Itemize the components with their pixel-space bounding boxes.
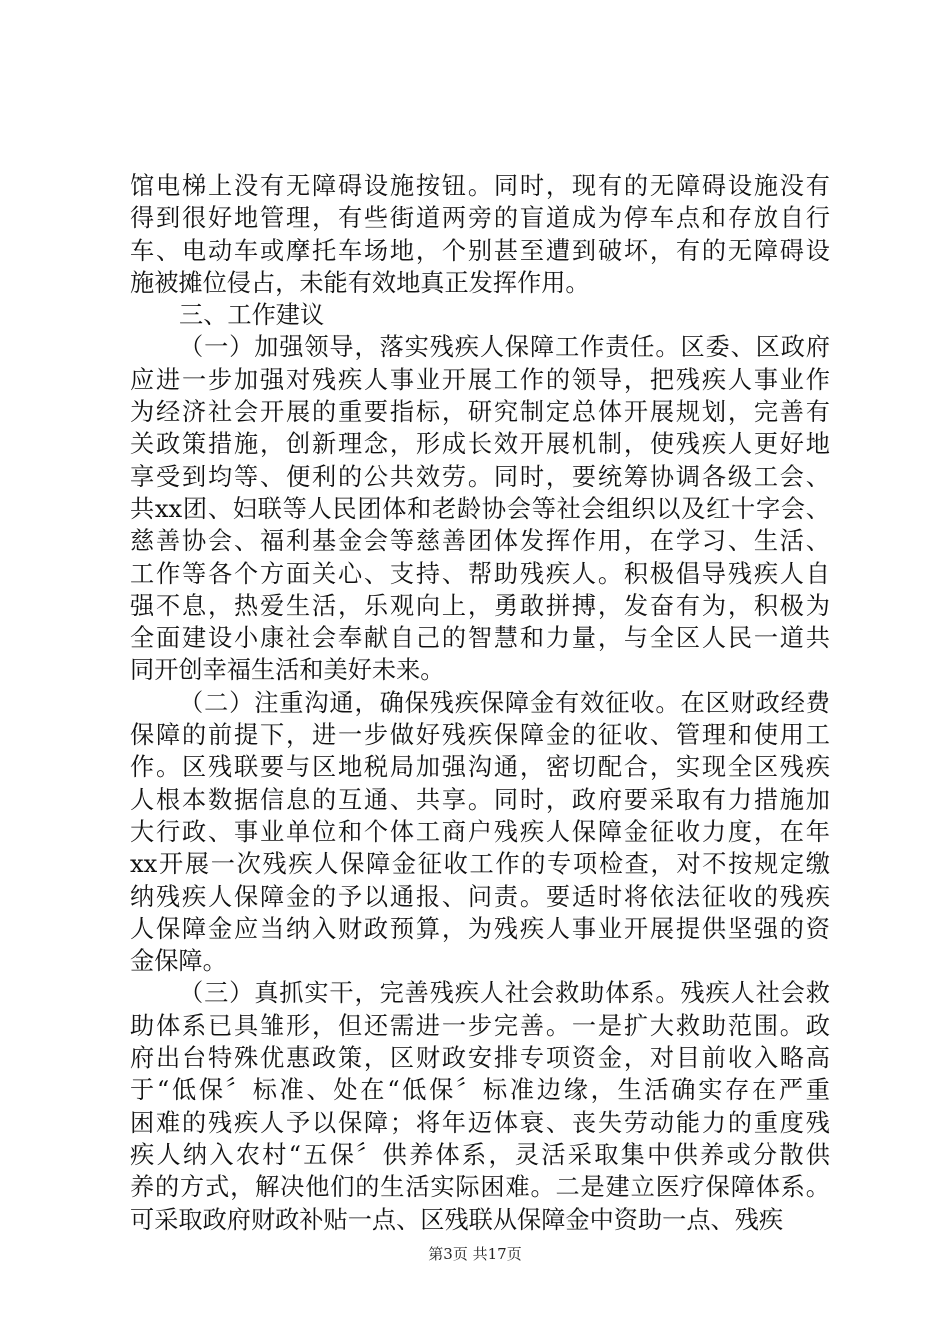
- text-line: xx开展一次残疾人保障金征收工作的专项检查，对不按规定缴: [130, 850, 830, 879]
- text-line: 关政策措施，创新理念，形成长效开展机制，使残疾人更好地: [130, 430, 830, 459]
- text-line: 强不息，热爱生活，乐观向上，勇敢拼搏，发奋有为，积极为: [130, 591, 830, 620]
- text-line: 金保障。: [130, 947, 227, 976]
- text-line: 疾人纳入农村“五保〞供养体系，灵活采取集中供养或分散供: [130, 1140, 830, 1169]
- text-line: 工作等各个方面关心、支持、帮助残疾人。积极倡导残疾人自: [130, 559, 830, 588]
- page-footer: 第3页 共17页: [428, 1245, 522, 1263]
- text-line: 纳残疾人保障金的予以通报、问责。要适时将依法征收的残疾: [130, 882, 830, 911]
- text-line: （二）注重沟通，确保残疾保障金有效征收。在区财政经费: [179, 688, 830, 717]
- text-line: 人保障金应当纳入财政预算，为残疾人事业开展提供坚强的资: [130, 914, 830, 943]
- text-line: （三）真抓实干，完善残疾人社会救助体系。残疾人社会救: [179, 979, 830, 1008]
- text-line: 困难的残疾人予以保障；将年迈体衰、丧失劳动能力的重度残: [130, 1108, 830, 1137]
- paragraph-suggestion-2: [130, 687, 830, 978]
- text-line: 馆电梯上没有无障碍设施按钮。同时，现有的无障碍设施没有: [130, 172, 830, 200]
- text-line: 应进一步加强对残疾人事业开展工作的领导，把残疾人事业作: [130, 365, 830, 394]
- paragraph-suggestion-1: [130, 331, 830, 686]
- text-line: 为经济社会开展的重要指标，研究制定总体开展规划，完善有: [130, 398, 830, 427]
- text-line: 府出台特殊优惠政策，区财政安排专项资金，对目前收入略高: [130, 1044, 830, 1073]
- text-line: 于“低保〞标准、处在“低保〞标准边缘，生活确实存在严重: [130, 1076, 830, 1105]
- text-line: 同开创幸福生活和美好未来。: [130, 656, 445, 685]
- text-line: 全面建设小康社会奉献自己的智慧和力量，与全区人民一道共: [130, 624, 830, 653]
- text-line: 大行政、事业单位和个体工商户残疾人保障金征收力度，在年: [130, 817, 830, 846]
- text-line: 可采取政府财政补贴一点、区残联从保障金中资助一点、残疾: [130, 1205, 784, 1234]
- text-line: 人根本数据信息的互通、共享。同时，政府要采取有力措施加: [130, 785, 830, 814]
- text-line: 得到很好地管理，有些街道两旁的盲道成为停车点和存放自行: [130, 204, 830, 233]
- text-line: 养的方式，解决他们的生活实际困难。二是建立医疗保障体系。: [130, 1173, 830, 1202]
- text-line: 共xx团、妇联等人民团体和老龄协会等社会组织以及红十字会、: [130, 494, 830, 523]
- text-line: 享受到均等、便利的公共效劳。同时，要统筹协调各级工会、: [130, 462, 830, 491]
- text-line: 保障的前提下，进一步做好残疾保障金的征收、管理和使用工: [130, 721, 830, 750]
- paragraph-suggestion-3: [130, 977, 830, 1235]
- text-line: （一）加强领导，落实残疾人保障工作责任。区委、区政府: [179, 333, 830, 362]
- document-body: [130, 170, 830, 1236]
- text-line: 慈善协会、福利基金会等慈善团体发挥作用，在学习、生活、: [130, 527, 830, 556]
- text-line: 车、电动车或摩托车场地，个别甚至遭到破坏，有的无障碍设: [130, 236, 830, 265]
- paragraph-intro: [130, 170, 830, 299]
- text-line: 作。区残联要与区地税局加强沟通，密切配合，实现全区残疾: [130, 753, 830, 782]
- section-heading: 三、工作建议: [179, 301, 325, 330]
- text-line: 助体系已具雏形，但还需进一步完善。一是扩大救助范围。政: [130, 1011, 830, 1040]
- text-line: 施被摊位侵占，未能有效地真正发挥作用。: [130, 268, 590, 297]
